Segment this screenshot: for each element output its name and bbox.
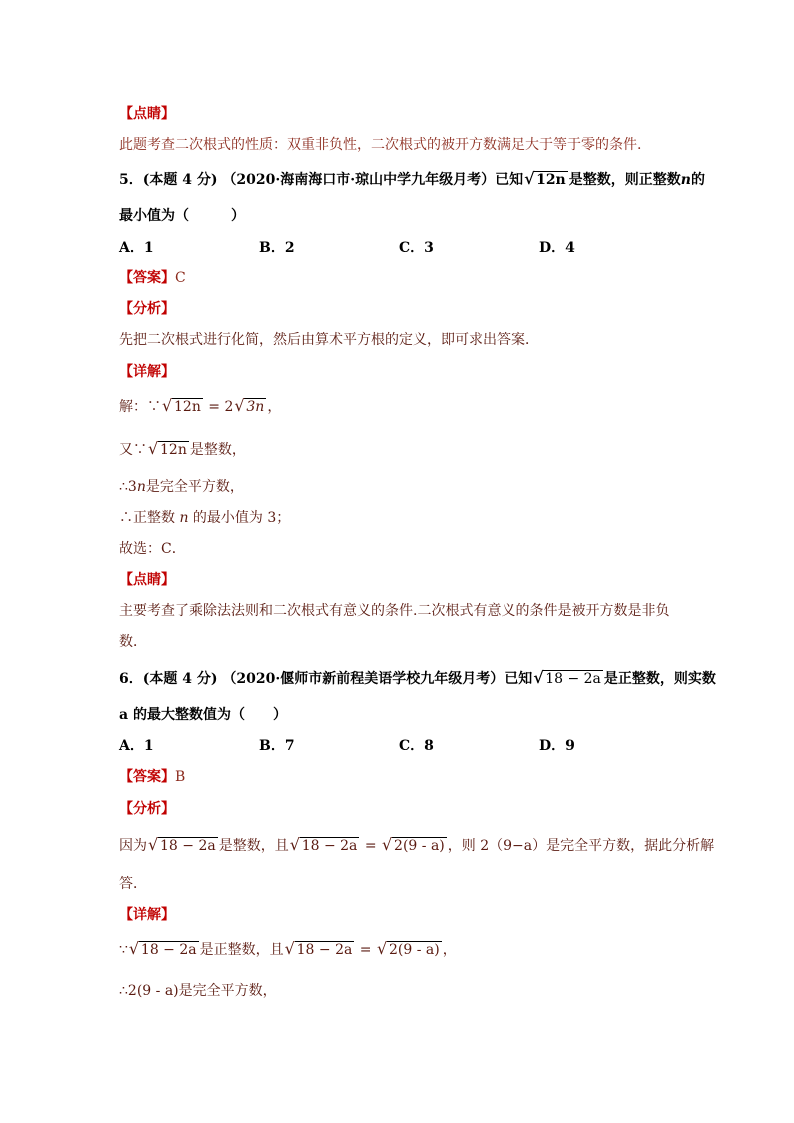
- q5-header: [119, 170, 705, 190]
- q5-header-text: 5．(本题 4 分) （2020·海南海口市·琼山中学九年级月考）已知: [119, 172, 524, 188]
- q5-sol1-eq: = 2: [203, 399, 234, 415]
- q6-d1-eq: =: [355, 942, 376, 958]
- q6-sqrt: √ 18 − 2a: [533, 668, 601, 687]
- q6-d1-radicand2: 18 − 2a: [296, 942, 353, 958]
- q6-option-c: C．8: [399, 738, 434, 754]
- q6-d1-sqrt2: √ 18 − 2a: [284, 939, 353, 958]
- q6-answer-tag: 【答案】: [119, 769, 175, 785]
- q5-sol4-post: 的最小值为 3；: [188, 510, 291, 526]
- q6-header: [119, 669, 716, 689]
- q6-option-d: D．9: [539, 738, 575, 754]
- q5-answer-tag: 【答案】: [119, 270, 175, 286]
- q5-detail-tag: 【详解】: [119, 364, 175, 380]
- q5-sol3-pre: ∴3: [119, 479, 137, 495]
- q5-note-tag: 【点睛】: [119, 572, 175, 588]
- q6-d1-sqrt: √ 18 − 2a: [128, 939, 197, 958]
- q6-d1-radicand: 18 − 2a: [140, 942, 197, 958]
- q5-solution-line5: 故选：C．: [119, 541, 186, 557]
- q5-option-b: B．2: [259, 240, 295, 256]
- q5-sol4-pre: ∴正整数: [119, 510, 180, 526]
- q5-sol2-sqrt: √ 12n: [148, 439, 187, 458]
- q5-tail2: 的: [690, 172, 705, 188]
- q6-detail-line1: [119, 940, 457, 960]
- q6-an-post: ，则 2（9−a）是完全平方数，据此分析解: [447, 838, 715, 854]
- q6-line2: a 的最大整数值为（ ）: [119, 707, 287, 723]
- q5-sol2-radicand: 12n: [160, 442, 187, 458]
- q6-tail: 是正整数，则实数: [603, 671, 716, 687]
- q6-detail-line2: [119, 981, 277, 1001]
- q6-d2-pre: ∴2: [119, 983, 137, 999]
- q5-tail1: 是整数，则正整数: [568, 172, 681, 188]
- q6-d1-pre: ∵: [119, 942, 128, 958]
- q5-options: [119, 238, 679, 258]
- q5-var-n: n: [680, 172, 691, 188]
- q6-radicand: 18 − 2a: [545, 671, 601, 687]
- q6-d2-paren: (9 - a): [136, 983, 179, 999]
- q6-an-radicand: 18 − 2a: [160, 838, 216, 854]
- q6-an-sqrt: √ 18 − 2a: [148, 835, 216, 854]
- q5-analysis-text: 先把二次根式进行化简，然后由算术平方根的定义，即可求出答案．: [119, 332, 539, 348]
- q5-option-c: C．3: [399, 240, 434, 256]
- dianjing-text: 此题考查二次根式的性质：双重非负性，二次根式的被开方数满足大于等于零的条件.: [119, 137, 642, 153]
- q6-d2-post: 是完全平方数，: [178, 983, 277, 999]
- q5-option-a: A．1: [119, 240, 154, 256]
- q5-note-line2: 数．: [119, 634, 147, 650]
- q5-answer-value: C: [175, 270, 186, 286]
- q5-solution-line2: [119, 440, 246, 460]
- q6-an-sqrt3: √ 2(9 - a): [382, 835, 445, 854]
- q6-an-mid: 是整数，且: [218, 838, 289, 854]
- q6-d1-sqrt3: √ 2(9 - a): [376, 939, 440, 958]
- q5-sol1-sqrt2: √ 3n: [234, 396, 265, 415]
- q6-an-pre: 因为: [119, 838, 147, 854]
- q6-analysis-line1: [119, 836, 714, 856]
- q5-sqrt: √ 12n: [524, 169, 566, 188]
- q5-sol2-pre: 又∵: [119, 442, 147, 458]
- q6-an-radicand2: 18 − 2a: [301, 838, 358, 854]
- q5-answer: [119, 268, 186, 288]
- q6-analysis-line2: 答．: [119, 876, 147, 892]
- q5-option-d: D．4: [539, 240, 575, 256]
- q6-an-sqrt2: √ 18 − 2a: [289, 835, 358, 854]
- q5-analysis-tag: 【分析】: [119, 301, 175, 317]
- q6-d1-post: ，: [442, 942, 457, 958]
- q6-d1-mid: 是正整数，且: [199, 942, 284, 958]
- q5-solution-line4: [119, 508, 290, 528]
- q6-header-text: 6．(本题 4 分) （2020·偃师市新前程美语学校九年级月考）已知: [119, 671, 533, 687]
- q5-sol3-var: n: [136, 479, 146, 495]
- q6-option-b: B．7: [259, 738, 295, 754]
- q6-an-radicand3: 2(9 - a): [394, 838, 445, 854]
- q6-detail-tag: 【详解】: [119, 907, 175, 923]
- q6-d1-radicand3: 2(9 - a): [388, 942, 440, 958]
- q5-radicand: 12n: [536, 172, 566, 188]
- q5-sol2-post: 是整数，: [189, 442, 246, 458]
- q5-solution-line3: [119, 477, 244, 497]
- q5-sol1-pre: 解：∵: [119, 399, 161, 415]
- q5-sol1-radicand: 12n: [174, 399, 201, 415]
- q5-sol1-sqrt: √ 12n: [162, 396, 201, 415]
- q5-solution-line1: [119, 397, 281, 417]
- q5-sol1-radicand2: 3n: [246, 399, 265, 415]
- q6-an-eq: =: [360, 838, 382, 854]
- q5-sol1-post: ，: [267, 399, 282, 415]
- q6-option-a: A．1: [119, 738, 154, 754]
- section-tag-dianjing: 【点睛】: [119, 106, 175, 122]
- q6-answer-value: B: [175, 769, 186, 785]
- q6-options: [119, 736, 679, 756]
- q5-sol3-post: 是完全平方数，: [145, 479, 244, 495]
- q5-sol4-var: n: [179, 510, 189, 526]
- q5-line2: 最小值为（ ）: [119, 208, 245, 224]
- q6-analysis-tag: 【分析】: [119, 801, 175, 817]
- q5-note-line1: 主要考查了乘除法法则和二次根式有意义的条件.二次根式有意义的条件是被开方数是非负: [119, 603, 670, 619]
- q6-answer: [119, 767, 185, 787]
